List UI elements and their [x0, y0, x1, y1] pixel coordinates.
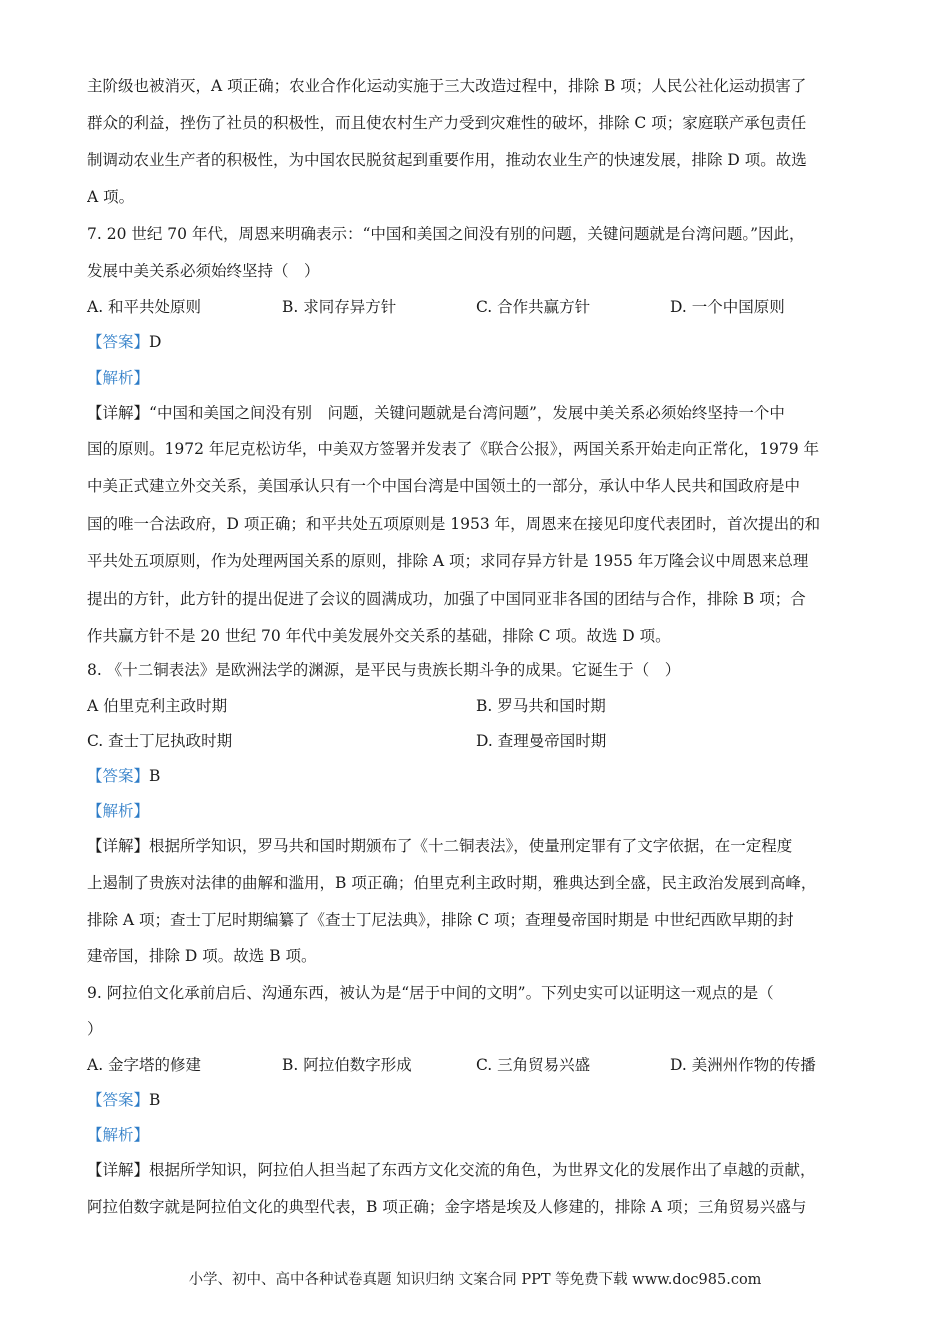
answer-tag: 【答案】 [87, 1091, 150, 1109]
q9-option-d: D. 美洲州作物的传播 [670, 1056, 816, 1074]
q7-detail-line: 国的原则。1972 年尼克松访华，中美双方签署并发表了《联合公报》，两国关系开始走向正常化，1979 年 [87, 440, 819, 458]
q8-detail-line: 排除 A 项；查士丁尼时期编纂了《查士丁尼法典》，排除 C 项；查理曼帝国时期是 中世纪西欧早期的封 [87, 911, 794, 929]
detail-tag: 【详解】 [87, 1161, 150, 1179]
q7-option-b: B. 求同存异方针 [282, 298, 397, 316]
q8-answer [87, 766, 867, 786]
detail-tag: 【详解】 [87, 404, 150, 422]
q9-answer [87, 1090, 867, 1110]
text-line: A 项。 [87, 188, 135, 206]
answer-value: B [149, 767, 161, 785]
q9-detail-line: 【详解】根据所学知识，阿拉伯人担当起了东西方文化交流的角色，为世界文化的发展作出了卓越的贡献， [87, 1161, 816, 1179]
q7-option-a: A. 和平共处原则 [87, 298, 202, 316]
q9-analysis [87, 1125, 867, 1145]
q9-option-a: A. 金字塔的修建 [87, 1056, 202, 1074]
q8-option-d: D. 查理曼帝国时期 [476, 732, 607, 750]
q9-option-c: C. 三角贸易兴盛 [476, 1056, 591, 1074]
q7-option-d: D. 一个中国原则 [670, 298, 785, 316]
q8-analysis [87, 801, 867, 821]
question-7-stem-cont: 发展中美关系必须始终坚持（ ） [87, 262, 320, 280]
answer-tag: 【答案】 [87, 333, 150, 351]
q7-option-c: C. 合作共赢方针 [476, 298, 591, 316]
q8-option-b: B. 罗马共和国时期 [476, 697, 606, 715]
analysis-tag: 【解析】 [87, 802, 150, 820]
question-8-stem: 8. 《十二铜表法》是欧洲法学的渊源，是平民与贵族长期斗争的成果。它诞生于（ ） [87, 661, 681, 679]
q7-detail-line: 中美正式建立外交关系，美国承认只有一个中国台湾是中国领土的一部分，承认中华人民共和国政府是中 [87, 477, 801, 495]
analysis-tag: 【解析】 [87, 369, 150, 387]
question-7-stem: 7. 20 世纪 70 年代，周恩来明确表示：“中国和美国之间没有别的问题，关键问题就是台湾问题。”因此， [87, 225, 805, 243]
text-line: 制调动农业生产者的积极性，为中国农民脱贫起到重要作用，推动农业生产的快速发展，排除 D 项。故选 [87, 151, 807, 169]
question-9-stem: 9. 阿拉伯文化承前启后、沟通东西，被认为是“居于中间的文明”。下列史实可以证明这一观点的是（ [87, 984, 774, 1002]
page-footer: 小学、初中、高中各种试卷真题 知识归纳 文案合同 PPT 等免费下载 www.doc985.com [188, 1272, 762, 1288]
q8-detail-line: 建帝国，排除 D 项。故选 B 项。 [87, 947, 317, 965]
detail-tag: 【详解】 [87, 837, 150, 855]
q7-detail-line: 提出的方针，此方针的提出促进了会议的圆满成功，加强了中国同亚非各国的团结与合作，排除 B 项；合 [87, 590, 806, 608]
text-line: 群众的利益，挫伤了社员的积极性，而且使农村生产力受到灾难性的破坏，排除 C 项；家庭联产承包责任 [87, 114, 807, 132]
q8-option-c: C. 查士丁尼执政时期 [87, 732, 233, 750]
q7-detail-line: 作共赢方针不是 20 世纪 70 年代中美发展外交关系的基础，排除 C 项。故选 D 项。 [87, 627, 671, 645]
q7-answer [87, 332, 867, 352]
q9-detail-line: 阿拉伯数字就是阿拉伯文化的典型代表，B 项正确；金字塔是埃及人修建的，排除 A 项；三角贸易兴盛与 [87, 1198, 807, 1216]
q7-detail-line: 平共处五项原则，作为处理两国关系的原则，排除 A 项；求同存异方针是 1955 年万隆会议中周恩来总理 [87, 552, 809, 570]
q8-detail-line: 上遏制了贵族对法律的曲解和滥用，B 项正确；伯里克利主政时期，雅典达到全盛，民主政治发展到高峰， [87, 874, 817, 892]
text-line: 主阶级也被消灭，A 项正确；农业合作化运动实施于三大改造过程中，排除 B 项；人民公社化运动损害了 [87, 77, 807, 95]
q7-detail-line: 【详解】“中国和美国之间没有别 问题，关键问题就是台湾问题”，发展中美关系必须始终坚持一个中 [87, 404, 785, 422]
q8-option-a: A 伯里克利主政时期 [87, 697, 228, 715]
q9-option-b: B. 阿拉伯数字形成 [282, 1056, 412, 1074]
answer-tag: 【答案】 [87, 767, 150, 785]
q7-analysis [87, 368, 867, 388]
answer-value: D [149, 333, 162, 351]
q7-detail-line: 国的唯一合法政府，D 项正确；和平共处五项原则是 1953 年，周恩来在接见印度代表团时，首次提出的和 [87, 515, 821, 533]
question-9-stem-cont: ） [87, 1020, 103, 1038]
answer-value: B [149, 1091, 161, 1109]
q8-detail-line: 【详解】根据所学知识，罗马共和国时期颁布了《十二铜表法》，使量刑定罪有了文字依据，在一定程度 [87, 837, 793, 855]
analysis-tag: 【解析】 [87, 1126, 150, 1144]
